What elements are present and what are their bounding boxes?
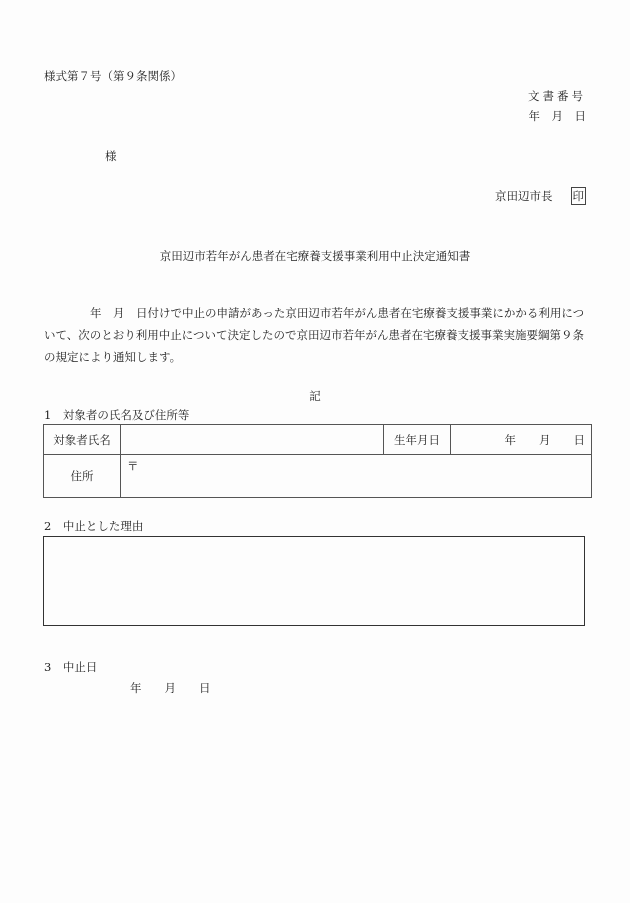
section3-heading: 3 中止日 [44,660,98,674]
birth-field[interactable]: 年 月 日 [451,425,592,455]
document-title: 京田辺市若年がん患者在宅療養支援事業利用中止決定通知書 [159,249,471,263]
reason-field[interactable] [43,536,585,626]
name-field[interactable] [121,425,384,455]
body-text [44,302,589,368]
stop-date-field[interactable]: 年 月 日 [130,681,211,695]
form-number: 様式第７号（第９条関係） [44,69,182,83]
issuer-block [495,187,586,205]
table-row [44,425,592,455]
address-field[interactable] [121,455,592,498]
section1-heading: 1 対象者の氏名及び住所等 [44,408,190,422]
name-label: 対象者氏名 [44,425,121,455]
addressee-suffix: 様 [105,149,117,163]
seal-mark: 印 [572,189,584,203]
table-row [44,455,592,498]
ki-heading: 記 [309,389,321,403]
address-label: 住所 [44,455,121,498]
birth-label: 生年月日 [384,425,451,455]
body-paragraph: 年 月 日付けで中止の申請があった京田辺市若年がん患者在宅療養支援事業にかかる利用について、次のとおり利用中止について決定したので京田辺市若年がん患者在宅療養支援事業実施要綱第９条の規定により通知します。 [44,306,585,364]
document-number-label: 文書番号 [528,89,586,103]
section2-heading: 2 中止とした理由 [44,519,144,533]
issue-date-label: 年 月 日 [528,109,586,123]
issuer-name: 京田辺市長 [495,189,553,203]
subject-info-table [43,424,592,498]
postal-mark: 〒 [127,459,139,473]
